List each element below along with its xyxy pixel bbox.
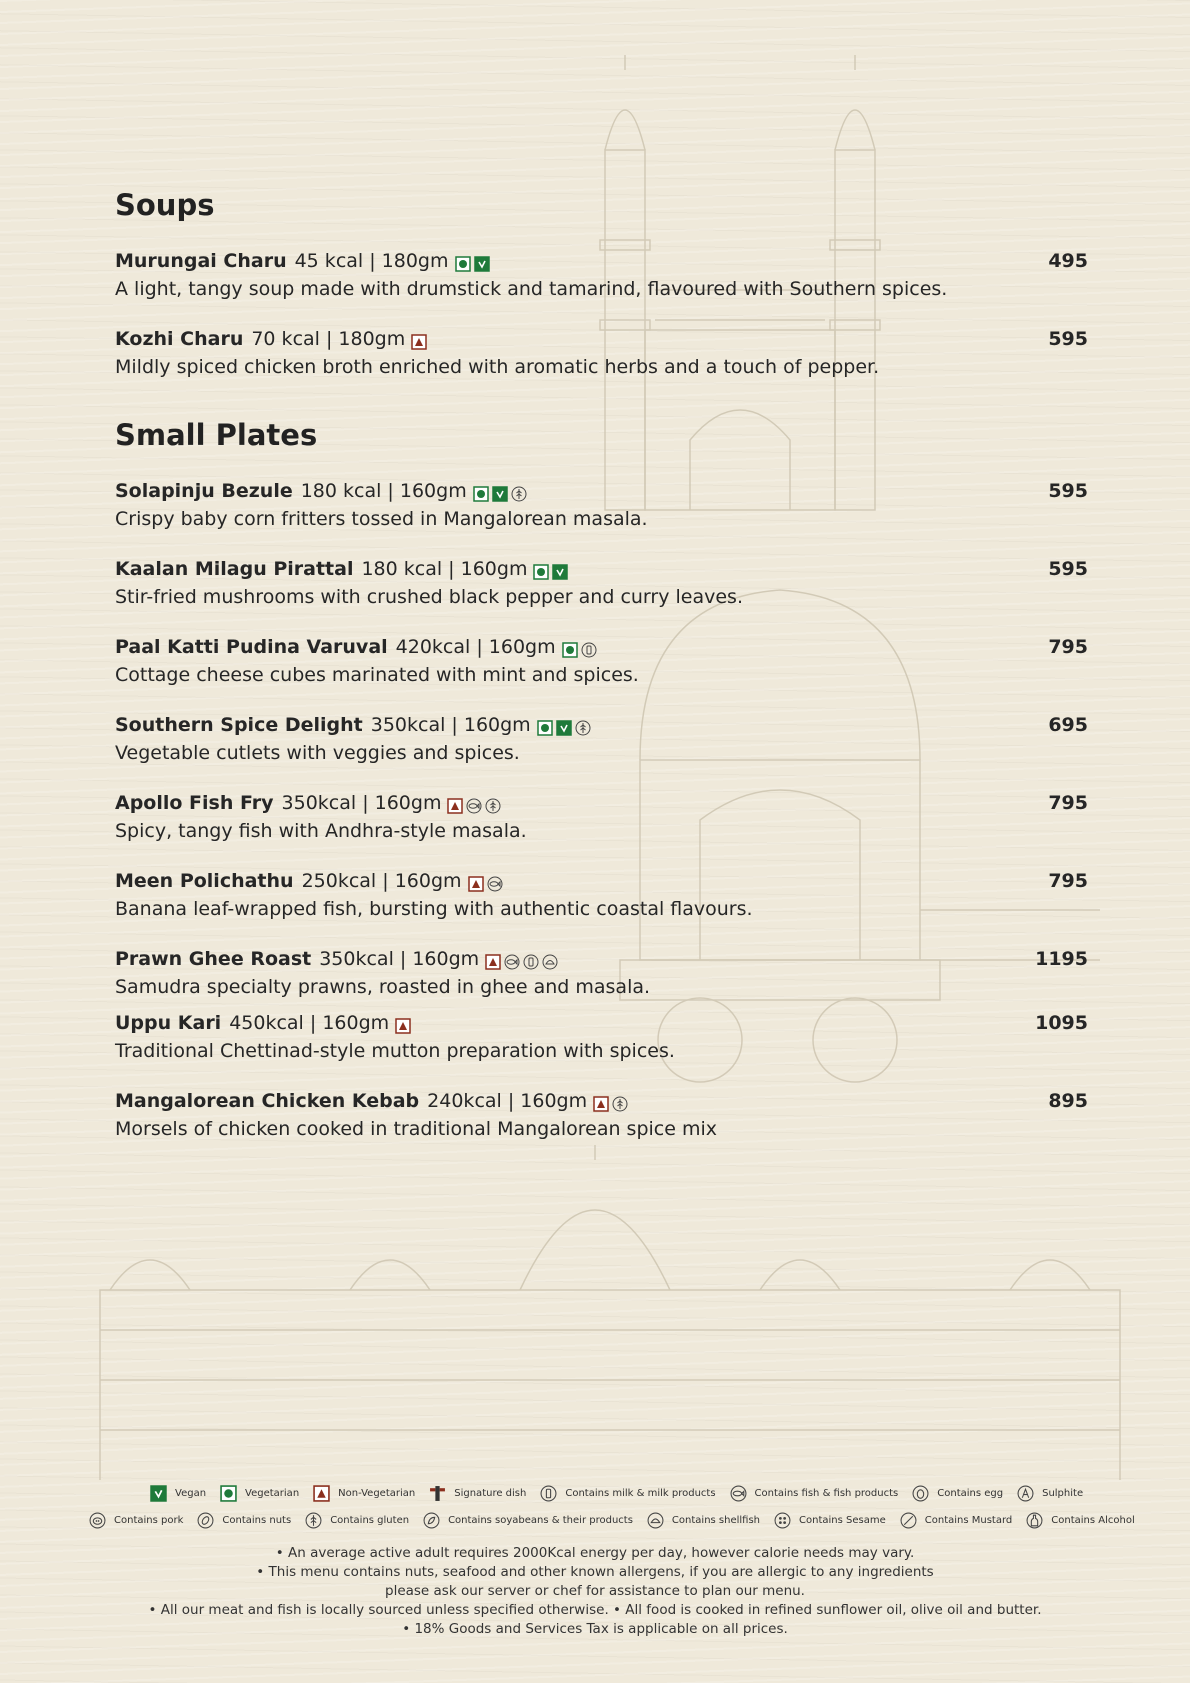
non-veg-icon xyxy=(313,1485,330,1502)
item-calories-weight: 420kcal | 160gm xyxy=(395,636,556,658)
legend-entry xyxy=(150,1485,206,1502)
item-dietary-icons xyxy=(455,250,493,276)
legend-label: Vegan xyxy=(175,1488,207,1499)
item-price: 795 xyxy=(1048,636,1088,658)
gluten-icon xyxy=(485,798,501,814)
footnote: • All our meat and fish is locally sourced unless specified otherwise. • All food is cooked in refined sunflower oil, olive oil and butter. xyxy=(148,1602,1042,1618)
non-veg-icon xyxy=(593,1096,609,1112)
footnotes xyxy=(0,1544,1190,1639)
milk-icon xyxy=(581,642,597,658)
item-calories-weight: 450kcal | 160gm xyxy=(229,1012,390,1034)
item-description: A light, tangy soup made with drumstick and tamarind, flavoured with Southern spices. xyxy=(115,278,948,300)
vegan-icon xyxy=(556,720,572,736)
milk-icon xyxy=(540,1485,557,1502)
item-calories-weight: 45 kcal | 180gm xyxy=(294,250,449,272)
fish-icon xyxy=(504,954,520,970)
item-name: Uppu Kari xyxy=(115,1012,222,1034)
menu-item xyxy=(115,1088,1088,1142)
legend-entry xyxy=(1017,1485,1083,1502)
item-name: Prawn Ghee Roast xyxy=(115,948,312,970)
item-dietary-icons xyxy=(411,328,430,354)
item-name: Southern Spice Delight xyxy=(115,714,363,736)
legend-label: Contains shellfish xyxy=(671,1515,761,1526)
legend-label: Sulphite xyxy=(1042,1488,1084,1499)
item-name: Solapinju Bezule xyxy=(115,480,293,502)
item-name: Apollo Fish Fry xyxy=(115,792,274,814)
mustard-icon xyxy=(900,1512,917,1529)
item-description: Stir-fried mushrooms with crushed black pepper and curry leaves. xyxy=(115,586,743,608)
veg-icon xyxy=(220,1485,237,1502)
non-veg-icon xyxy=(395,1018,411,1034)
gluten-icon xyxy=(612,1096,628,1112)
item-dietary-icons xyxy=(447,792,504,818)
item-dietary-icons xyxy=(537,714,594,740)
gluten-icon xyxy=(575,720,591,736)
legend-entry xyxy=(220,1485,299,1502)
item-description: Traditional Chettinad-style mutton preparation with spices. xyxy=(115,1040,675,1062)
item-description: Cottage cheese cubes marinated with mint and spices. xyxy=(115,664,639,686)
item-dietary-icons xyxy=(395,1012,414,1038)
shellfish-icon xyxy=(542,954,558,970)
item-price: 595 xyxy=(1048,480,1088,502)
legend-row xyxy=(89,1512,1135,1529)
fish-icon xyxy=(466,798,482,814)
legend-label: Non-Vegetarian xyxy=(338,1488,416,1499)
non-veg-icon xyxy=(468,876,484,892)
item-name: Murungai Charu xyxy=(115,250,287,272)
legend-label: Contains egg xyxy=(937,1488,1004,1499)
non-veg-icon xyxy=(485,954,501,970)
footnote: please ask our server or chef for assistance to plan our menu. xyxy=(385,1583,805,1599)
item-price: 495 xyxy=(1048,250,1088,272)
veg-icon xyxy=(562,642,578,658)
item-description: Crispy baby corn fritters tossed in Mangalorean masala. xyxy=(115,508,648,530)
item-dietary-icons xyxy=(533,558,571,584)
legend-entry xyxy=(900,1512,1013,1529)
veg-icon xyxy=(473,486,489,502)
legend-label: Contains gluten xyxy=(330,1515,410,1526)
item-price: 695 xyxy=(1048,714,1088,736)
item-dietary-icons xyxy=(593,1090,631,1116)
item-price: 595 xyxy=(1048,558,1088,580)
section-title-soups: Soups xyxy=(115,188,215,222)
fish-icon xyxy=(487,876,503,892)
legend-entry xyxy=(423,1512,633,1529)
veg-icon xyxy=(533,564,549,580)
legend-entry xyxy=(912,1485,1003,1502)
menu-item xyxy=(115,1010,1088,1064)
item-price: 595 xyxy=(1048,328,1088,350)
item-description: Banana leaf-wrapped fish, bursting with authentic coastal flavours. xyxy=(115,898,753,920)
pork-icon xyxy=(89,1512,106,1529)
item-dietary-icons xyxy=(485,948,561,974)
legend-entry xyxy=(305,1512,409,1529)
vegan-icon xyxy=(552,564,568,580)
legend-label: Contains milk & milk products xyxy=(565,1488,716,1499)
item-description: Samudra specialty prawns, roasted in ghee and masala. xyxy=(115,976,651,998)
egg-icon xyxy=(912,1485,929,1502)
gluten-icon xyxy=(305,1512,322,1529)
legend-entry xyxy=(1026,1512,1134,1529)
item-name: Kozhi Charu xyxy=(115,328,244,350)
item-name: Paal Katti Pudina Varuval xyxy=(115,636,388,658)
menu-item xyxy=(115,790,1088,844)
legend-entry xyxy=(774,1512,886,1529)
menu-item xyxy=(115,868,1088,922)
item-price: 795 xyxy=(1048,792,1088,814)
item-price: 895 xyxy=(1048,1090,1088,1112)
item-price: 795 xyxy=(1048,870,1088,892)
item-description: Vegetable cutlets with veggies and spices. xyxy=(115,742,520,764)
footnote: • This menu contains nuts, seafood and other known allergens, if you are allergic to any ingredients xyxy=(256,1564,934,1580)
menu-item xyxy=(115,478,1088,532)
item-name: Kaalan Milagu Pirattal xyxy=(115,558,354,580)
vegan-icon xyxy=(492,486,508,502)
item-calories-weight: 180 kcal | 160gm xyxy=(300,480,467,502)
fish-icon xyxy=(730,1485,747,1502)
item-description: Mildly spiced chicken broth enriched with aromatic herbs and a touch of pepper. xyxy=(115,356,880,378)
item-dietary-icons xyxy=(473,480,530,506)
legend-label: Contains pork xyxy=(114,1515,184,1526)
veg-icon xyxy=(455,256,471,272)
legend-entry xyxy=(89,1512,183,1529)
signature-icon xyxy=(429,1485,446,1502)
item-description: Morsels of chicken cooked in traditional Mangalorean spice mix xyxy=(115,1118,718,1140)
legend-entry xyxy=(429,1485,526,1502)
item-calories-weight: 250kcal | 160gm xyxy=(301,870,462,892)
item-name: Meen Polichathu xyxy=(115,870,294,892)
item-dietary-icons xyxy=(562,636,600,662)
soy-icon xyxy=(423,1512,440,1529)
legend-entry xyxy=(647,1512,760,1529)
item-name: Mangalorean Chicken Kebab xyxy=(115,1090,420,1112)
item-description: Spicy, tangy fish with Andhra-style masala. xyxy=(115,820,527,842)
item-calories-weight: 180 kcal | 160gm xyxy=(361,558,528,580)
legend-entry xyxy=(730,1485,899,1502)
item-calories-weight: 350kcal | 160gm xyxy=(370,714,531,736)
menu-item xyxy=(115,556,1088,610)
alcohol-icon xyxy=(1026,1512,1043,1529)
non-veg-icon xyxy=(411,334,427,350)
legend-label: Contains soyabeans & their products xyxy=(448,1515,633,1526)
legend-entry xyxy=(313,1485,415,1502)
item-dietary-icons xyxy=(468,870,506,896)
item-price: 1195 xyxy=(1035,948,1088,970)
legend-label: Contains Mustard xyxy=(924,1515,1013,1526)
item-price: 1095 xyxy=(1035,1012,1088,1034)
menu-item xyxy=(115,248,1088,302)
legend-row xyxy=(150,1485,1083,1502)
gluten-icon xyxy=(511,486,527,502)
item-calories-weight: 70 kcal | 180gm xyxy=(251,328,406,350)
sulphite-icon xyxy=(1017,1485,1034,1502)
legend-entry xyxy=(197,1512,291,1529)
menu-item xyxy=(115,712,1088,766)
milk-icon xyxy=(523,954,539,970)
shellfish-icon xyxy=(647,1512,664,1529)
legend-label: Contains Alcohol xyxy=(1051,1515,1135,1526)
menu-item xyxy=(115,326,1088,380)
footnote: • 18% Goods and Services Tax is applicable on all prices. xyxy=(402,1621,788,1637)
menu-item xyxy=(115,946,1088,1000)
legend-label: Contains nuts xyxy=(222,1515,292,1526)
vegan-icon xyxy=(474,256,490,272)
legend-entry xyxy=(540,1485,715,1502)
legend-label: Contains fish & fish products xyxy=(754,1488,899,1499)
sesame-icon xyxy=(774,1512,791,1529)
legend-label: Contains Sesame xyxy=(799,1515,886,1526)
legend-label: Vegetarian xyxy=(245,1488,300,1499)
section-title-small-plates: Small Plates xyxy=(115,418,318,452)
item-calories-weight: 350kcal | 160gm xyxy=(319,948,480,970)
nuts-icon xyxy=(197,1512,214,1529)
veg-icon xyxy=(537,720,553,736)
item-calories-weight: 240kcal | 160gm xyxy=(427,1090,588,1112)
footnote: • An average active adult requires 2000Kcal energy per day, however calorie needs may vary. xyxy=(275,1545,915,1561)
vegan-icon xyxy=(150,1485,167,1502)
legend-label: Signature dish xyxy=(454,1488,527,1499)
menu-item xyxy=(115,634,1088,688)
non-veg-icon xyxy=(447,798,463,814)
item-calories-weight: 350kcal | 160gm xyxy=(281,792,442,814)
